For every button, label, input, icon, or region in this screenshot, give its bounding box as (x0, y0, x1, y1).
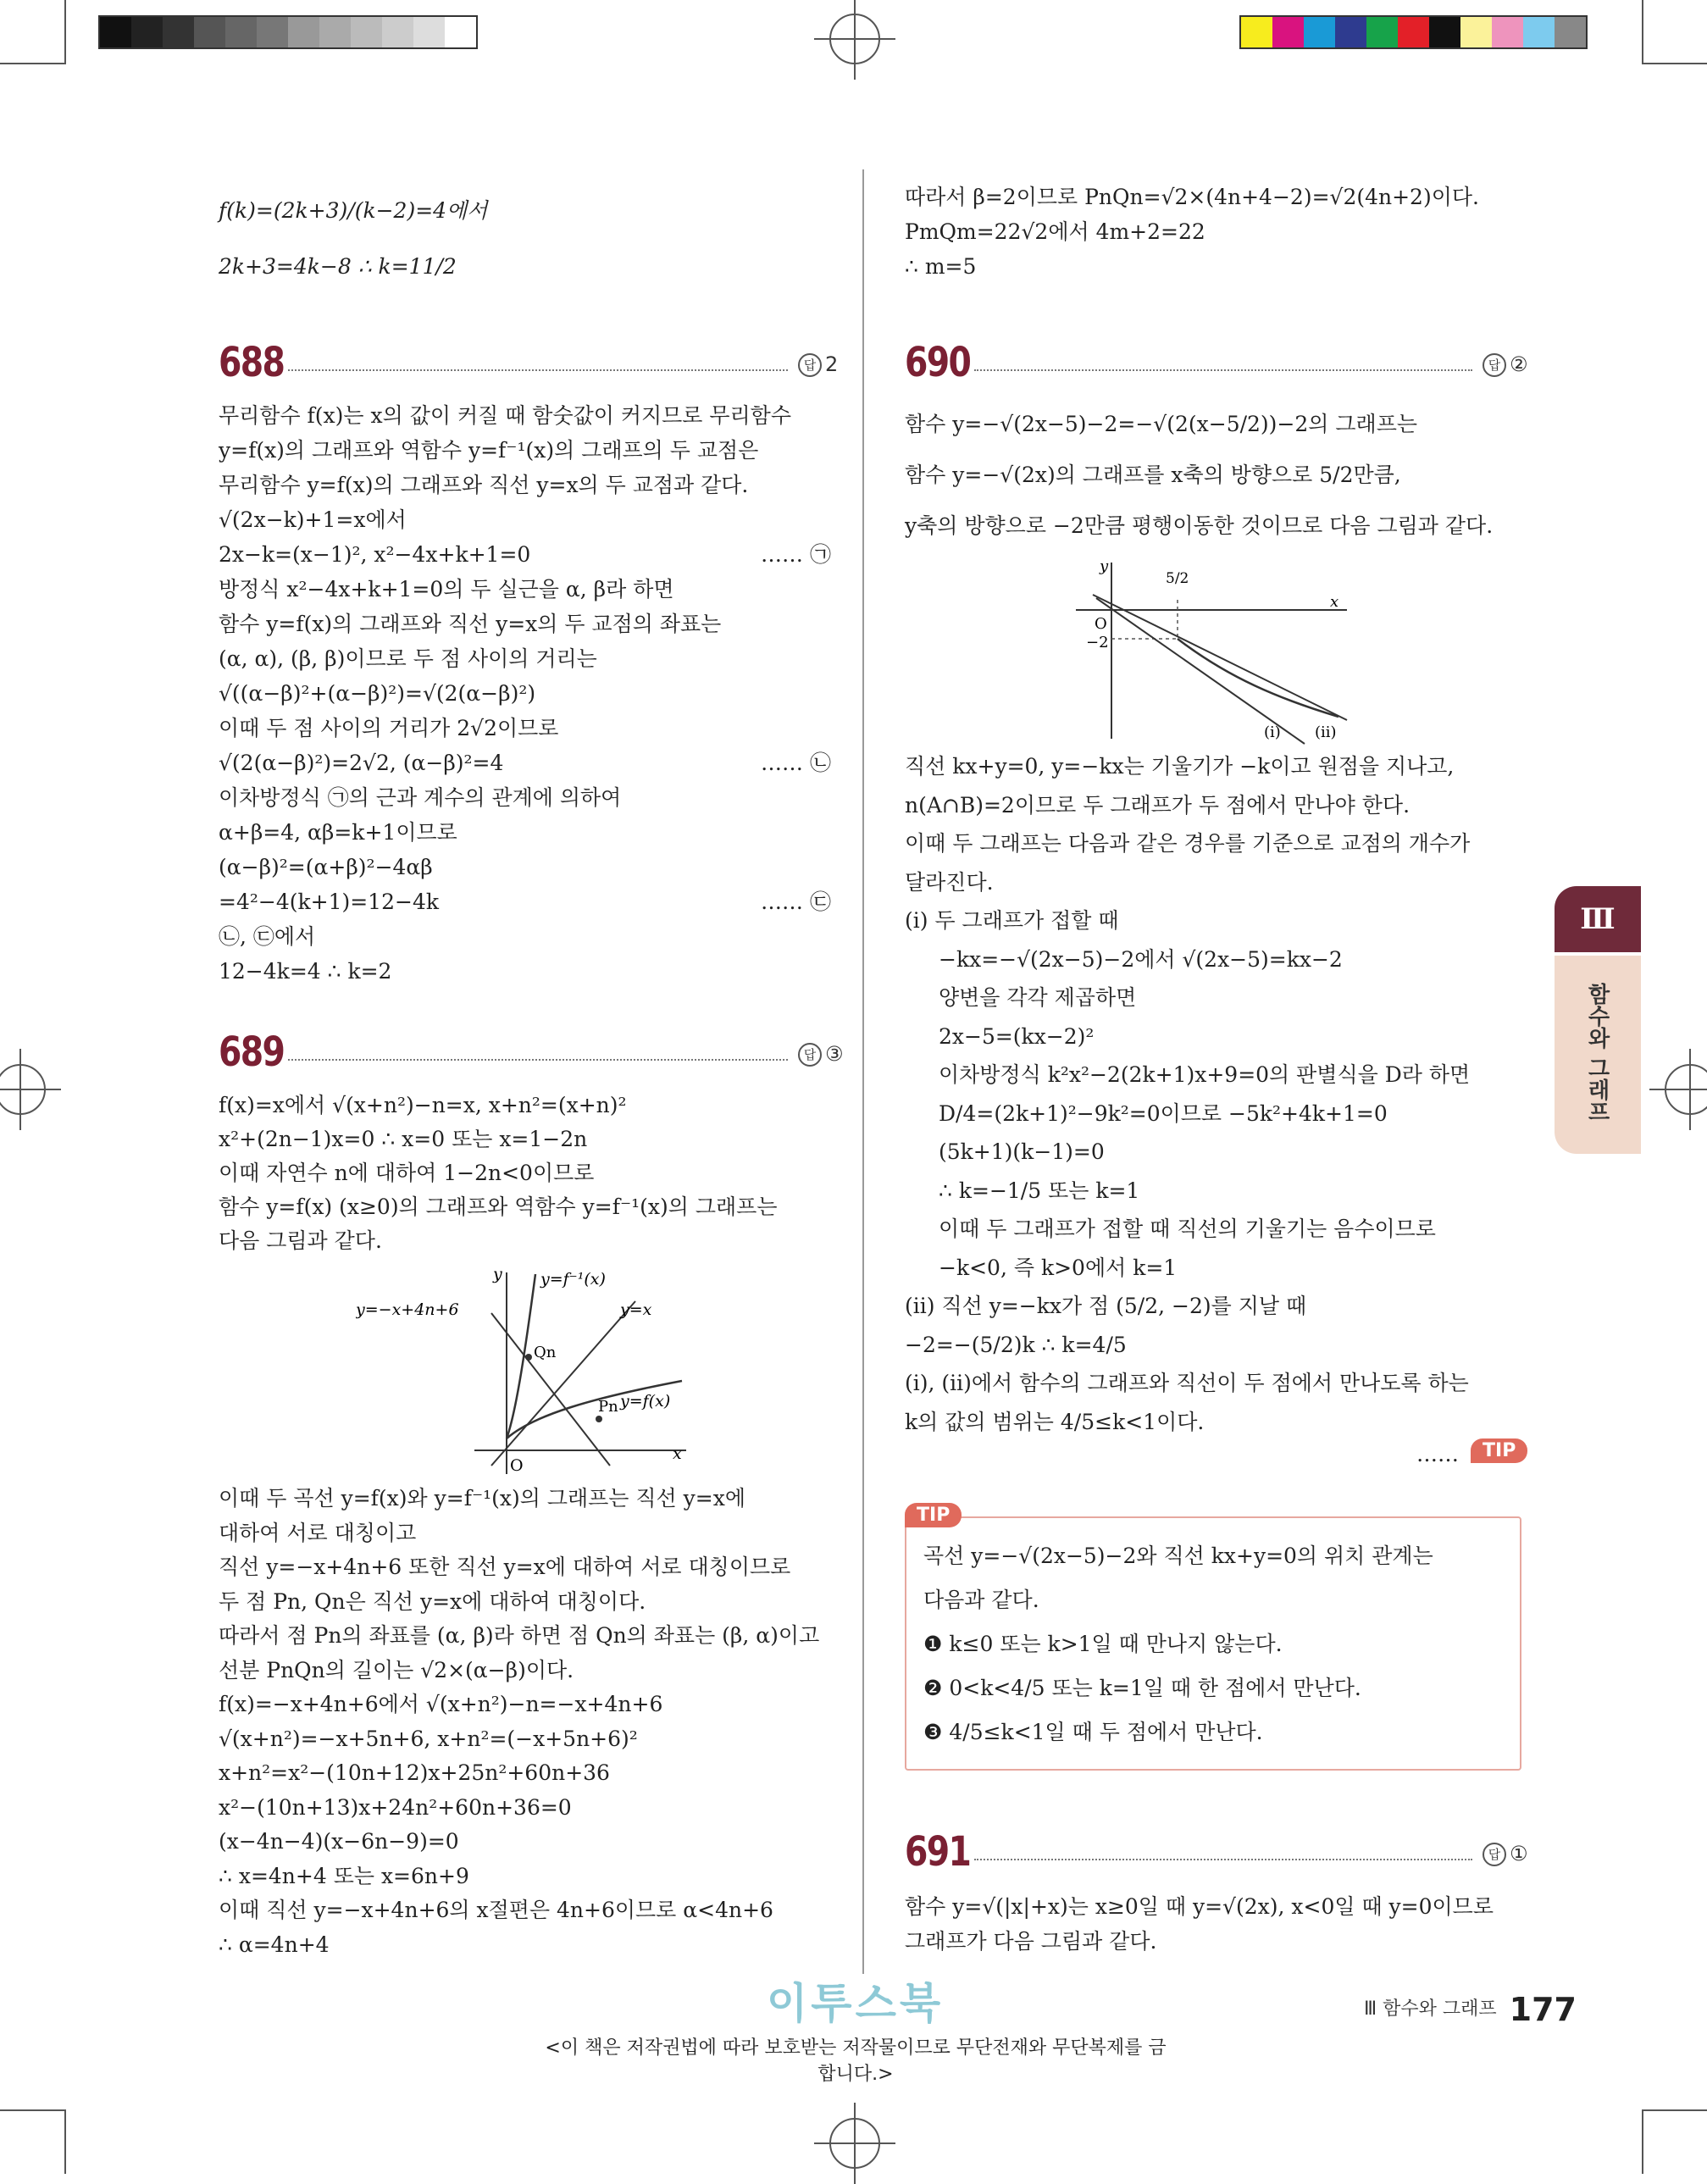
crop-mark (1642, 63, 1707, 64)
problem-689-header (219, 1028, 844, 1079)
text-line: 그래프가 다음 그림과 같다. (905, 1929, 1157, 1954)
graph-label-o: O (1095, 615, 1107, 633)
registration-mark-bottom (829, 2118, 880, 2169)
problem-691-header (905, 1828, 1528, 1879)
text-line: 따라서 점 Pn의 좌표를 (α, β)라 하면 점 Qn의 좌표는 (β, α)이고 (219, 1623, 820, 1648)
text-line: 두 점 Pn, Qn은 직선 y=x에 대하여 대칭이다. (219, 1588, 646, 1614)
text-line: 양변을 각각 제곱하면 (939, 985, 1137, 1010)
text-line: y=f(x)의 그래프와 역함수 y=f⁻¹(x)의 그래프의 두 교점은 (219, 438, 759, 463)
text-line: (α−β)²=(α+β)²−4αβ (219, 855, 433, 879)
text-line: 함수 y=f(x)의 그래프와 직선 y=x의 두 교점의 좌표는 (219, 612, 722, 636)
problem-number: 688 (219, 339, 285, 386)
text-line: f(x)=−x+4n+6에서 √(x+n²)−n=−x+4n+6 (219, 1692, 663, 1716)
text-line: PmQm=22√2에서 4m+2=22 (905, 219, 1205, 244)
graph-label-p: Pn (598, 1398, 618, 1416)
text-line: −k<0, 즉 k>0에서 k=1 (939, 1255, 1178, 1280)
text-line: 무리함수 y=f(x)의 그래프와 직선 y=x의 두 교점과 같다. (219, 473, 749, 497)
text-line: 12−4k=4 ∴ k=2 (219, 959, 392, 984)
answer-value: 2 (825, 352, 839, 376)
answer (798, 352, 838, 377)
footer-chapter: Ⅲ 함수와 그래프 (1364, 1998, 1497, 2020)
text-line: 직선 kx+y=0, y=−kx는 기울기가 −k이고 원점을 지나고, (905, 754, 1455, 779)
tip-reference-tag: TIP (1471, 1438, 1527, 1463)
text-line: (x−4n−4)(x−6n−9)=0 (219, 1829, 459, 1854)
line-case-ii (1096, 598, 1305, 744)
registration-mark-left (0, 1064, 46, 1115)
answer (1483, 1842, 1528, 1866)
copyright-notice: <이 책은 저작권법에 따라 보호받는 저작물이므로 무단전재와 무단복제를 금합니다.> (545, 2037, 1167, 2085)
graph-label-line: y=−x+4n+6 (356, 1300, 459, 1319)
text-line: f(x)=x에서 √(x+n²)−n=x, x+n²=(x+n)² (219, 1093, 627, 1117)
graph-label-x: x (1330, 593, 1339, 611)
line-negative-slope (491, 1313, 610, 1466)
text-line: 곡선 y=−√(2x−5)−2와 직선 kx+y=0의 위치 관계는 (923, 1544, 1433, 1568)
text-line: ❸ 4/5≤k<1일 때 두 점에서 만난다. (923, 1720, 1263, 1744)
text-line: 따라서 β=2이므로 PnQn=√2×(4n+4−2)=√2(4n+2)이다. (905, 185, 1479, 209)
text-line: ∴ α=4n+4 (219, 1932, 330, 1957)
graph-label-i: (i) (1264, 723, 1281, 741)
text-line: ❶ k≤0 또는 k>1일 때 만나지 않는다. (923, 1632, 1283, 1656)
crop-mark (1642, 2109, 1707, 2111)
answer-icon: 답 (798, 353, 822, 377)
text-line: 이차방정식 k²x²−2(2k+1)x+9=0의 판별식을 D라 하면 (939, 1062, 1471, 1087)
text-line: (i), (ii)에서 함수의 그래프와 직선이 두 점에서 만나도록 하는 (905, 1371, 1469, 1395)
column-divider (862, 169, 864, 1974)
text-line: 직선 y=−x+4n+6 또한 직선 y=x에 대하여 서로 대칭이므로 (219, 1555, 791, 1579)
text-line: (ii) 직선 y=−kx가 점 (5/2, −2)를 지날 때 (905, 1294, 1307, 1318)
equation-mark-3: …… ㉢ (761, 890, 831, 914)
problem-number: 689 (219, 1028, 285, 1076)
crop-mark (1642, 0, 1643, 64)
text-line: 다음 그림과 같다. (219, 1228, 382, 1253)
chapter-tab-title: 함수와 그래프 (1584, 983, 1610, 1123)
crop-mark (0, 2109, 64, 2111)
crop-mark (64, 0, 66, 64)
line-y-equals-x (491, 1301, 635, 1466)
graph-label-ii: (ii) (1315, 723, 1337, 741)
text-line: 이때 자연수 n에 대하여 1−2n<0이므로 (219, 1161, 595, 1185)
text-line: 다음과 같다. (923, 1588, 1039, 1612)
graph-label-x: x (673, 1444, 682, 1463)
dotted-leader (288, 369, 788, 371)
registration-mark-top (829, 14, 880, 64)
curve-radical (1178, 639, 1338, 717)
text-line: 이때 두 곡선 y=f(x)와 y=f⁻¹(x)의 그래프는 직선 y=x에 (219, 1486, 745, 1511)
text-line: 2x−k=(x−1)², x²−4x+k+1=0 (219, 542, 531, 567)
graph-label-f: y=f(x) (620, 1392, 671, 1411)
graph-label-finv: y=f⁻¹(x) (540, 1270, 606, 1289)
text-line: ㉡, ㉢에서 (219, 924, 316, 949)
problem-number: 690 (905, 339, 971, 386)
graph-690 (1076, 551, 1364, 746)
text-line: (α, α), (β, β)이므로 두 점 사이의 거리는 (219, 646, 597, 671)
graph-label-m2: −2 (1086, 634, 1109, 651)
text-line: 무리함수 f(x)는 x의 값이 커질 때 함숫값이 커지므로 무리함수 (219, 403, 791, 428)
tip-reference-dots: …… (1416, 1442, 1459, 1466)
text-line: x²+(2n−1)x=0 ∴ x=0 또는 x=1−2n (219, 1127, 588, 1151)
answer-value: ① (1510, 1842, 1528, 1865)
equation-mark-1: …… ㉠ (761, 542, 831, 567)
graph-label-o: O (510, 1456, 524, 1475)
text-line: =4²−4(k+1)=12−4k (219, 890, 439, 914)
answer (798, 1042, 844, 1067)
text-line: ∴ x=4n+4 또는 x=6n+9 (219, 1863, 469, 1888)
text-line: ∴ m=5 (905, 254, 977, 279)
text-line: ∴ k=−1/5 또는 k=1 (939, 1178, 1140, 1203)
text-line: 함수 y=−√(2x)의 그래프를 x축의 방향으로 5/2만큼, (905, 463, 1401, 487)
text-line: 이때 직선 y=−x+4n+6의 x절편은 4n+6이므로 α<4n+6 (219, 1898, 773, 1922)
dotted-leader (974, 369, 1472, 371)
crop-mark (0, 63, 64, 64)
text-line: 함수 y=f(x) (x≥0)의 그래프와 역함수 y=f⁻¹(x)의 그래프는 (219, 1195, 778, 1219)
text-line: 방정식 x²−4x+k+1=0의 두 실근을 α, β라 하면 (219, 577, 674, 601)
point-q (525, 1354, 532, 1361)
grayscale-calibration-bar (98, 15, 478, 49)
text-line: α+β=4, αβ=k+1이므로 (219, 820, 457, 845)
answer-icon: 답 (1483, 353, 1506, 377)
text-line: √((α−β)²+(α−β)²)=√(2(α−β)²) (219, 681, 536, 706)
page-footer (1364, 1991, 1577, 2028)
color-calibration-bar (1239, 15, 1588, 49)
text-line: 함수 y=√(|x|+x)는 x≥0일 때 y=√(2x), x<0일 때 y=0이므로 (905, 1894, 1494, 1919)
graph-label-q: Qn (534, 1344, 557, 1361)
answer (1483, 352, 1528, 377)
text-line: √(2(α−β)²)=2√2, (α−β)²=4 (219, 751, 504, 775)
graph-label-yx: y=x (620, 1300, 652, 1319)
text-line: 이차방정식 ㉠의 근과 계수의 관계에 의하여 (219, 785, 622, 810)
text-line: 이때 두 그래프는 다음과 같은 경우를 기준으로 교점의 개수가 (905, 831, 1471, 856)
text-line: √(x+n²)=−x+5n+6, x+n²=(−x+5n+6)² (219, 1726, 638, 1751)
text-line: 2x−5=(kx−2)² (939, 1023, 1095, 1049)
equation-mark-2: …… ㉡ (761, 751, 831, 775)
text-line: 달라진다. (905, 869, 994, 895)
answer-icon: 답 (1483, 1843, 1506, 1866)
text-line: −2=−(5/2)k ∴ k=4/5 (905, 1332, 1127, 1357)
text-line: 이때 두 그래프가 접할 때 직선의 기울기는 음수이므로 (939, 1217, 1436, 1241)
left-top-line-2: 2k+3=4k−8 ∴ k=11/2 (219, 254, 457, 279)
graph-689 (356, 1262, 712, 1483)
problem-690-header (905, 339, 1528, 390)
dotted-leader (974, 1859, 1472, 1860)
text-line: 선분 PnQn의 길이는 √2×(α−β)이다. (219, 1657, 574, 1682)
text-line: ❷ 0<k<4/5 또는 k=1일 때 한 점에서 만난다. (923, 1676, 1361, 1700)
left-top-line-1: f(k)=(2k+3)/(k−2)=4에서 (219, 198, 488, 223)
text-line: −kx=−√(2x−5)−2에서 √(2x−5)=kx−2 (939, 946, 1343, 972)
dotted-leader (288, 1059, 788, 1061)
line-case-i (1093, 595, 1347, 720)
point-p (596, 1416, 602, 1422)
publisher-logo: 이투스북 (767, 1979, 945, 2028)
problem-number: 691 (905, 1828, 971, 1876)
text-line: (i) 두 그래프가 접할 때 (905, 908, 1119, 933)
text-line: x²−(10n+13)x+24n²+60n+36=0 (219, 1794, 572, 1820)
problem-688-header (219, 339, 837, 390)
crop-mark (1642, 2109, 1643, 2174)
answer-value: ③ (825, 1042, 844, 1066)
page-number: 177 (1509, 1991, 1577, 2028)
graph-label-y: y (1100, 557, 1109, 575)
text-line: 함수 y=−√(2x−5)−2=−√(2(x−5/2))−2의 그래프는 (905, 412, 1417, 436)
graph-label-52: 5/2 (1166, 570, 1189, 587)
text-line: 대하여 서로 대칭이고 (219, 1520, 417, 1545)
text-line: n(A∩B)=2이므로 두 그래프가 두 점에서 만나야 한다. (905, 792, 1410, 818)
text-line: D/4=(2k+1)²−9k²=0이므로 −5k²+4k+1=0 (939, 1100, 1388, 1126)
text-line: k의 값의 범위는 4/5≤k<1이다. (905, 1409, 1205, 1434)
text-line: (5k+1)(k−1)=0 (939, 1139, 1105, 1164)
text-line: √(2x−k)+1=x에서 (219, 507, 407, 532)
registration-mark-right (1665, 1064, 1707, 1115)
answer-icon: 답 (798, 1043, 822, 1067)
tip-label: TIP (905, 1503, 962, 1527)
graph-label-y: y (493, 1265, 502, 1283)
chapter-tab-roman: Ⅲ (1555, 886, 1641, 952)
answer-value: ② (1510, 352, 1528, 376)
text-line: 이때 두 점 사이의 거리가 2√2이므로 (219, 716, 559, 740)
crop-mark (64, 2109, 66, 2174)
text-line: y축의 방향으로 −2만큼 평행이동한 것이므로 다음 그림과 같다. (905, 513, 1494, 538)
text-line: x+n²=x²−(10n+12)x+25n²+60n+36 (219, 1760, 610, 1785)
